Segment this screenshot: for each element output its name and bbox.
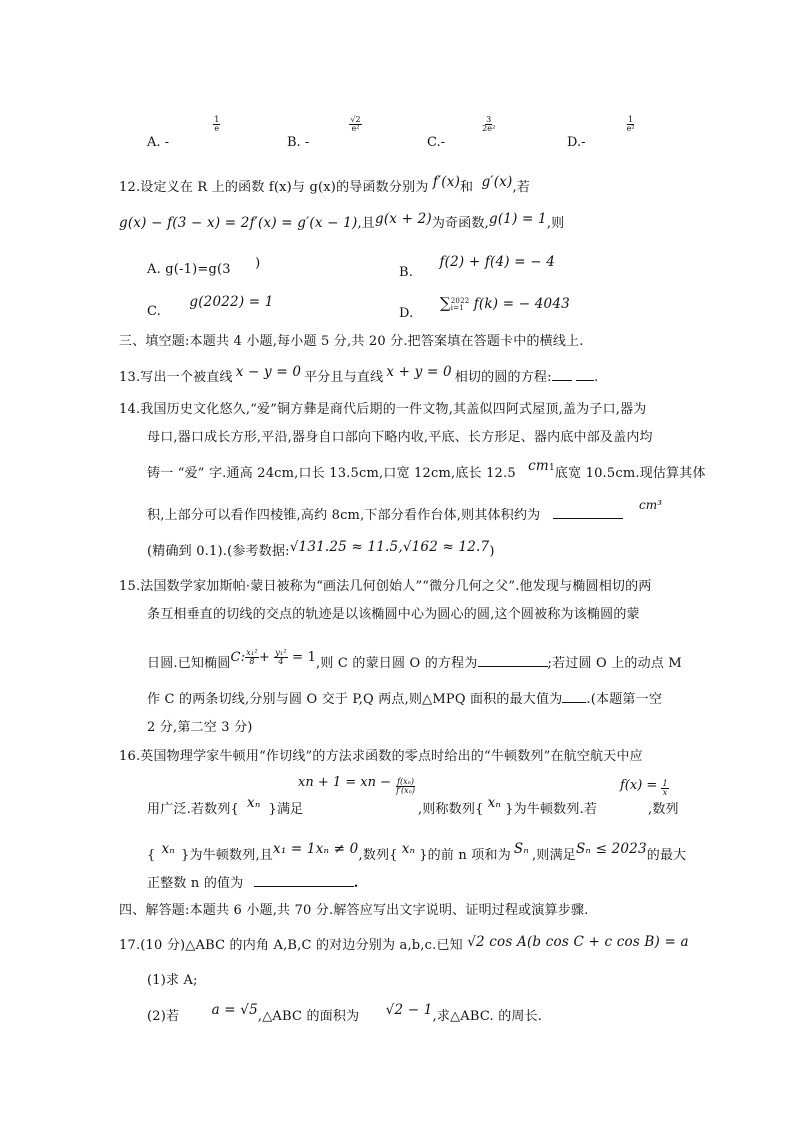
q12-option-a: A. g(-1)=g(3 ) <box>147 256 261 277</box>
q12-stem: 12.设定义在 R 上的函数 f(x)与 g(x)的导函数分别为 f′(x)和 g′(x),若 <box>119 174 530 195</box>
q14-line-2: 母口,器口成长方形,平沿,器身自口部向下略内收,平底、长方形足、器内底中部及盖内均 <box>147 430 653 445</box>
section-4-heading: 四、解答题:本题共 6 小题,共 70 分.解答应写出文字说明、证明过程或演算步骤. <box>119 903 589 918</box>
q16-function: f(x) = $\frac{1}{x}$ <box>620 778 668 797</box>
option-fraction: $\frac{√2}{\text{e²}}$ <box>350 115 361 133</box>
option-label: C.- <box>427 135 446 150</box>
q12-option-b: B. f(2) + f(4) = − 4 <box>399 254 556 280</box>
ellipse-equation: C: $\frac{\text{x₁²}}{8}$ + $\frac{\text{y₁²}}{4}$ = 1 <box>230 648 317 666</box>
q11-option-c <box>427 115 496 150</box>
q14-line-3: 铸一 “爱” 字.通高 24cm,口长 13.5cm,口宽 12cm,底长 12.5 cm1底宽 10.5cm.现估算其体 <box>147 458 706 481</box>
q16-line-2: 用广泛.若数列{ xₙ }满足 <box>147 795 304 817</box>
option-label: D.- <box>567 135 586 150</box>
math-fprime: f′(x) <box>432 174 461 190</box>
q13: 13.写出一个被直线 x − y = 0 平分且与直线 x + y = 0 相切的圆的方程: . <box>119 364 599 385</box>
math-gprime: g′(x) <box>481 174 513 190</box>
option-label: B. - <box>287 135 310 150</box>
q16-line-2-end: ,数列 <box>648 802 679 817</box>
sum-symbol: ∑ 2022 i=1 f(k) = − 4043 <box>439 294 570 312</box>
q16-line-1: 16.英国物理学家牛顿用“作切线”的方法求函数的零点时给出的“牛顿数列”在航空航天中应 <box>119 749 643 764</box>
q16-line-4: 正整数 n 的值为 . <box>147 876 359 891</box>
option-fraction: $\frac{3}{\text{2e²}}$ <box>482 115 496 133</box>
q17-part-1: (1)求 A; <box>147 973 198 988</box>
q14-line-4: 积,上部分可以看作四棱锥,高约 8cm,下部分看作台体,则其体积约为 <box>147 504 623 523</box>
q12-option-c: C. g(2022) = 1 <box>147 294 274 319</box>
q16-line-2-cont: ,则称数列{ xₙ }为牛顿数列.若 <box>418 795 598 817</box>
q16-line-3: { xₙ }为牛顿数列,且x₁ = 1xₙ ≠ 0,数列{ xₙ }的前 n 项和为 Sₙ ,则满足Sₙ ≤ 2023的最大 <box>147 841 687 863</box>
q14-unit: cm³ <box>639 498 662 512</box>
q15-line-4: 作 C 的两条切线,分别与圆 O 交于 P,Q 两点,则△MPQ 面积的最大值为 .(本题第一空 <box>147 692 663 707</box>
answer-blank[interactable] <box>552 380 572 381</box>
option-fraction: $\frac{1}{e}$ <box>214 115 220 133</box>
q11-option-a <box>147 115 220 150</box>
option-label: A. - <box>147 135 170 150</box>
q12-option-d: D. ∑ 2022 i=1 f(k) = − 4043 <box>399 294 570 321</box>
q17-part-2: (2)若 a = √5,△ABC 的面积为 √2 − 1,求△ABC. 的周长. <box>147 1002 543 1024</box>
option-fraction: $\frac{1}{\text{e²}}$ <box>626 115 635 133</box>
q15-line-2: 条互相垂直的切线的交点的轨迹是以该椭圆中心为圆心的圆,这个圆被称为该椭圆的蒙 <box>147 607 640 622</box>
section-3-heading: 三、填空题:本题共 4 小题,每小题 5 分,共 20 分.把答案填在答题卡中的横线上. <box>119 334 584 349</box>
q15-line-5: 2 分,第二空 3 分) <box>147 720 253 735</box>
q12-condition: g(x) − f(3 − x) = 2f′(x) = g′(x − 1),且g(x + 2)为奇函数,g(1) = 1,则 <box>119 211 565 231</box>
answer-blank[interactable] <box>478 666 548 667</box>
q17-stem: 17.(10 分)△ABC 的内角 A,B,C 的对边分别为 a,b,c.已知 √2 cos A(b cos C + c cos B) = a <box>119 934 689 953</box>
q16-recurrence: xn + 1 = xn − $\frac{\text{f(xₙ)}}{\text{f′(xₙ)}}$ <box>298 775 415 795</box>
q17-equation: √2 cos A(b cos C + c cos B) = a <box>467 934 689 950</box>
answer-blank[interactable] <box>576 380 594 381</box>
q15-line-3: 日圆.已知椭圆C: $\frac{\text{x₁²}}{8}$ + $\frac{\text{y₁²}}{4}$ = 1,则 C 的蒙日圆 O 的方程为 ;若过圆 O 上的动点 M <box>147 648 682 671</box>
q14-line-1: 14.我国历史文化悠久,“爱”铜方彝是商代后期的一件文物,其盖似四阿式屋顶,盖为子口,器为 <box>119 402 647 417</box>
q15-line-1: 15.法国数学家加斯帕·蒙日被称为“画法几何创始人”“微分几何之父”.他发现与椭圆相切的两 <box>119 579 652 594</box>
answer-blank[interactable] <box>254 886 354 887</box>
q14-line-5: (精确到 0.1).(参考数据:√131.25 ≈ 11.5,√162 ≈ 12.7) <box>147 539 495 559</box>
answer-blank[interactable] <box>562 702 586 703</box>
q11-option-b <box>287 115 361 150</box>
answer-blank[interactable] <box>553 518 623 519</box>
q11-option-d <box>567 115 635 150</box>
